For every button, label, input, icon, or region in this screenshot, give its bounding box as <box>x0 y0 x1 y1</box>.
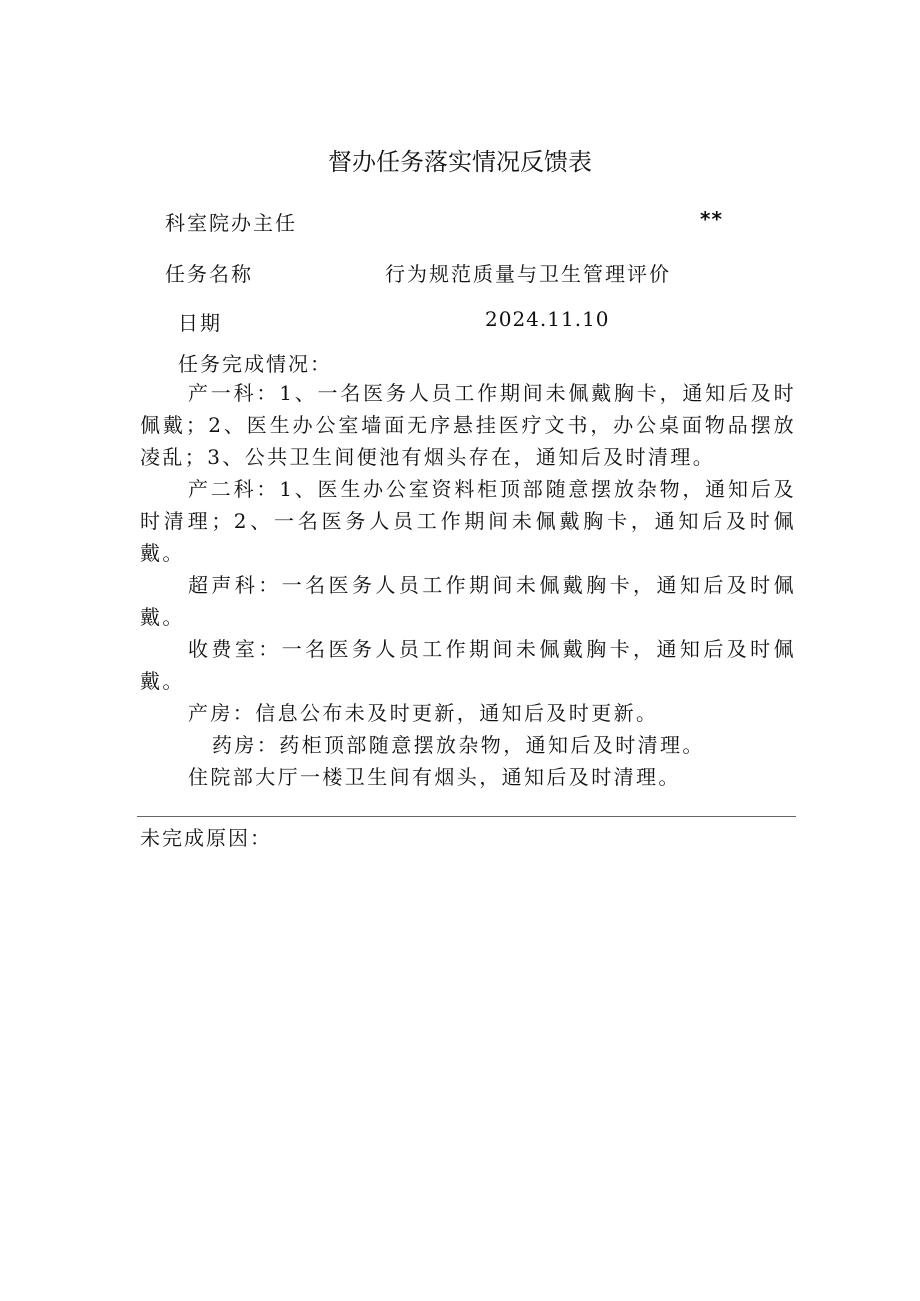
completion-item: 产二科：1、医生办公室资料柜顶部随意摆放杂物，通知后及时清理；2、一名医务人员工作期间未佩戴胸卡，通知后及时佩戴。 <box>140 477 796 565</box>
completion-list <box>140 377 796 793</box>
department-label: 科室院办主任 <box>165 211 297 235</box>
completion-item: 产一科：1、一名医务人员工作期间未佩戴胸卡，通知后及时佩戴；2、医生办公室墙面无序悬挂医疗文书，办公桌面物品摆放凌乱；3、公共卫生间便池有烟头存在，通知后及时清理。 <box>140 381 796 469</box>
completion-item: 产房：信息公布未及时更新，通知后及时更新。 <box>188 701 659 725</box>
task-name-label: 任务名称 <box>165 262 253 286</box>
completion-item: 住院部大厅一楼卫生间有烟头，通知后及时清理。 <box>188 765 681 789</box>
date-label: 日期 <box>178 311 222 335</box>
document-title: 督办任务落实情况反馈表 <box>328 148 592 176</box>
completion-item: 收费室：一名医务人员工作期间未佩戴胸卡，通知后及时佩戴。 <box>140 637 796 693</box>
date-value: 2024.11.10 <box>485 307 610 331</box>
completion-item: 超声科：一名医务人员工作期间未佩戴胸卡，通知后及时佩戴。 <box>140 573 796 629</box>
task-name-value: 行为规范质量与卫生管理评价 <box>385 262 671 286</box>
incomplete-reason-label: 未完成原因： <box>140 826 272 850</box>
completion-heading: 任务完成情况： <box>178 352 332 376</box>
department-value: ** <box>700 207 723 231</box>
completion-item: 药房：药柜顶部随意摆放杂物，通知后及时清理。 <box>212 733 705 757</box>
section-divider <box>137 816 796 817</box>
